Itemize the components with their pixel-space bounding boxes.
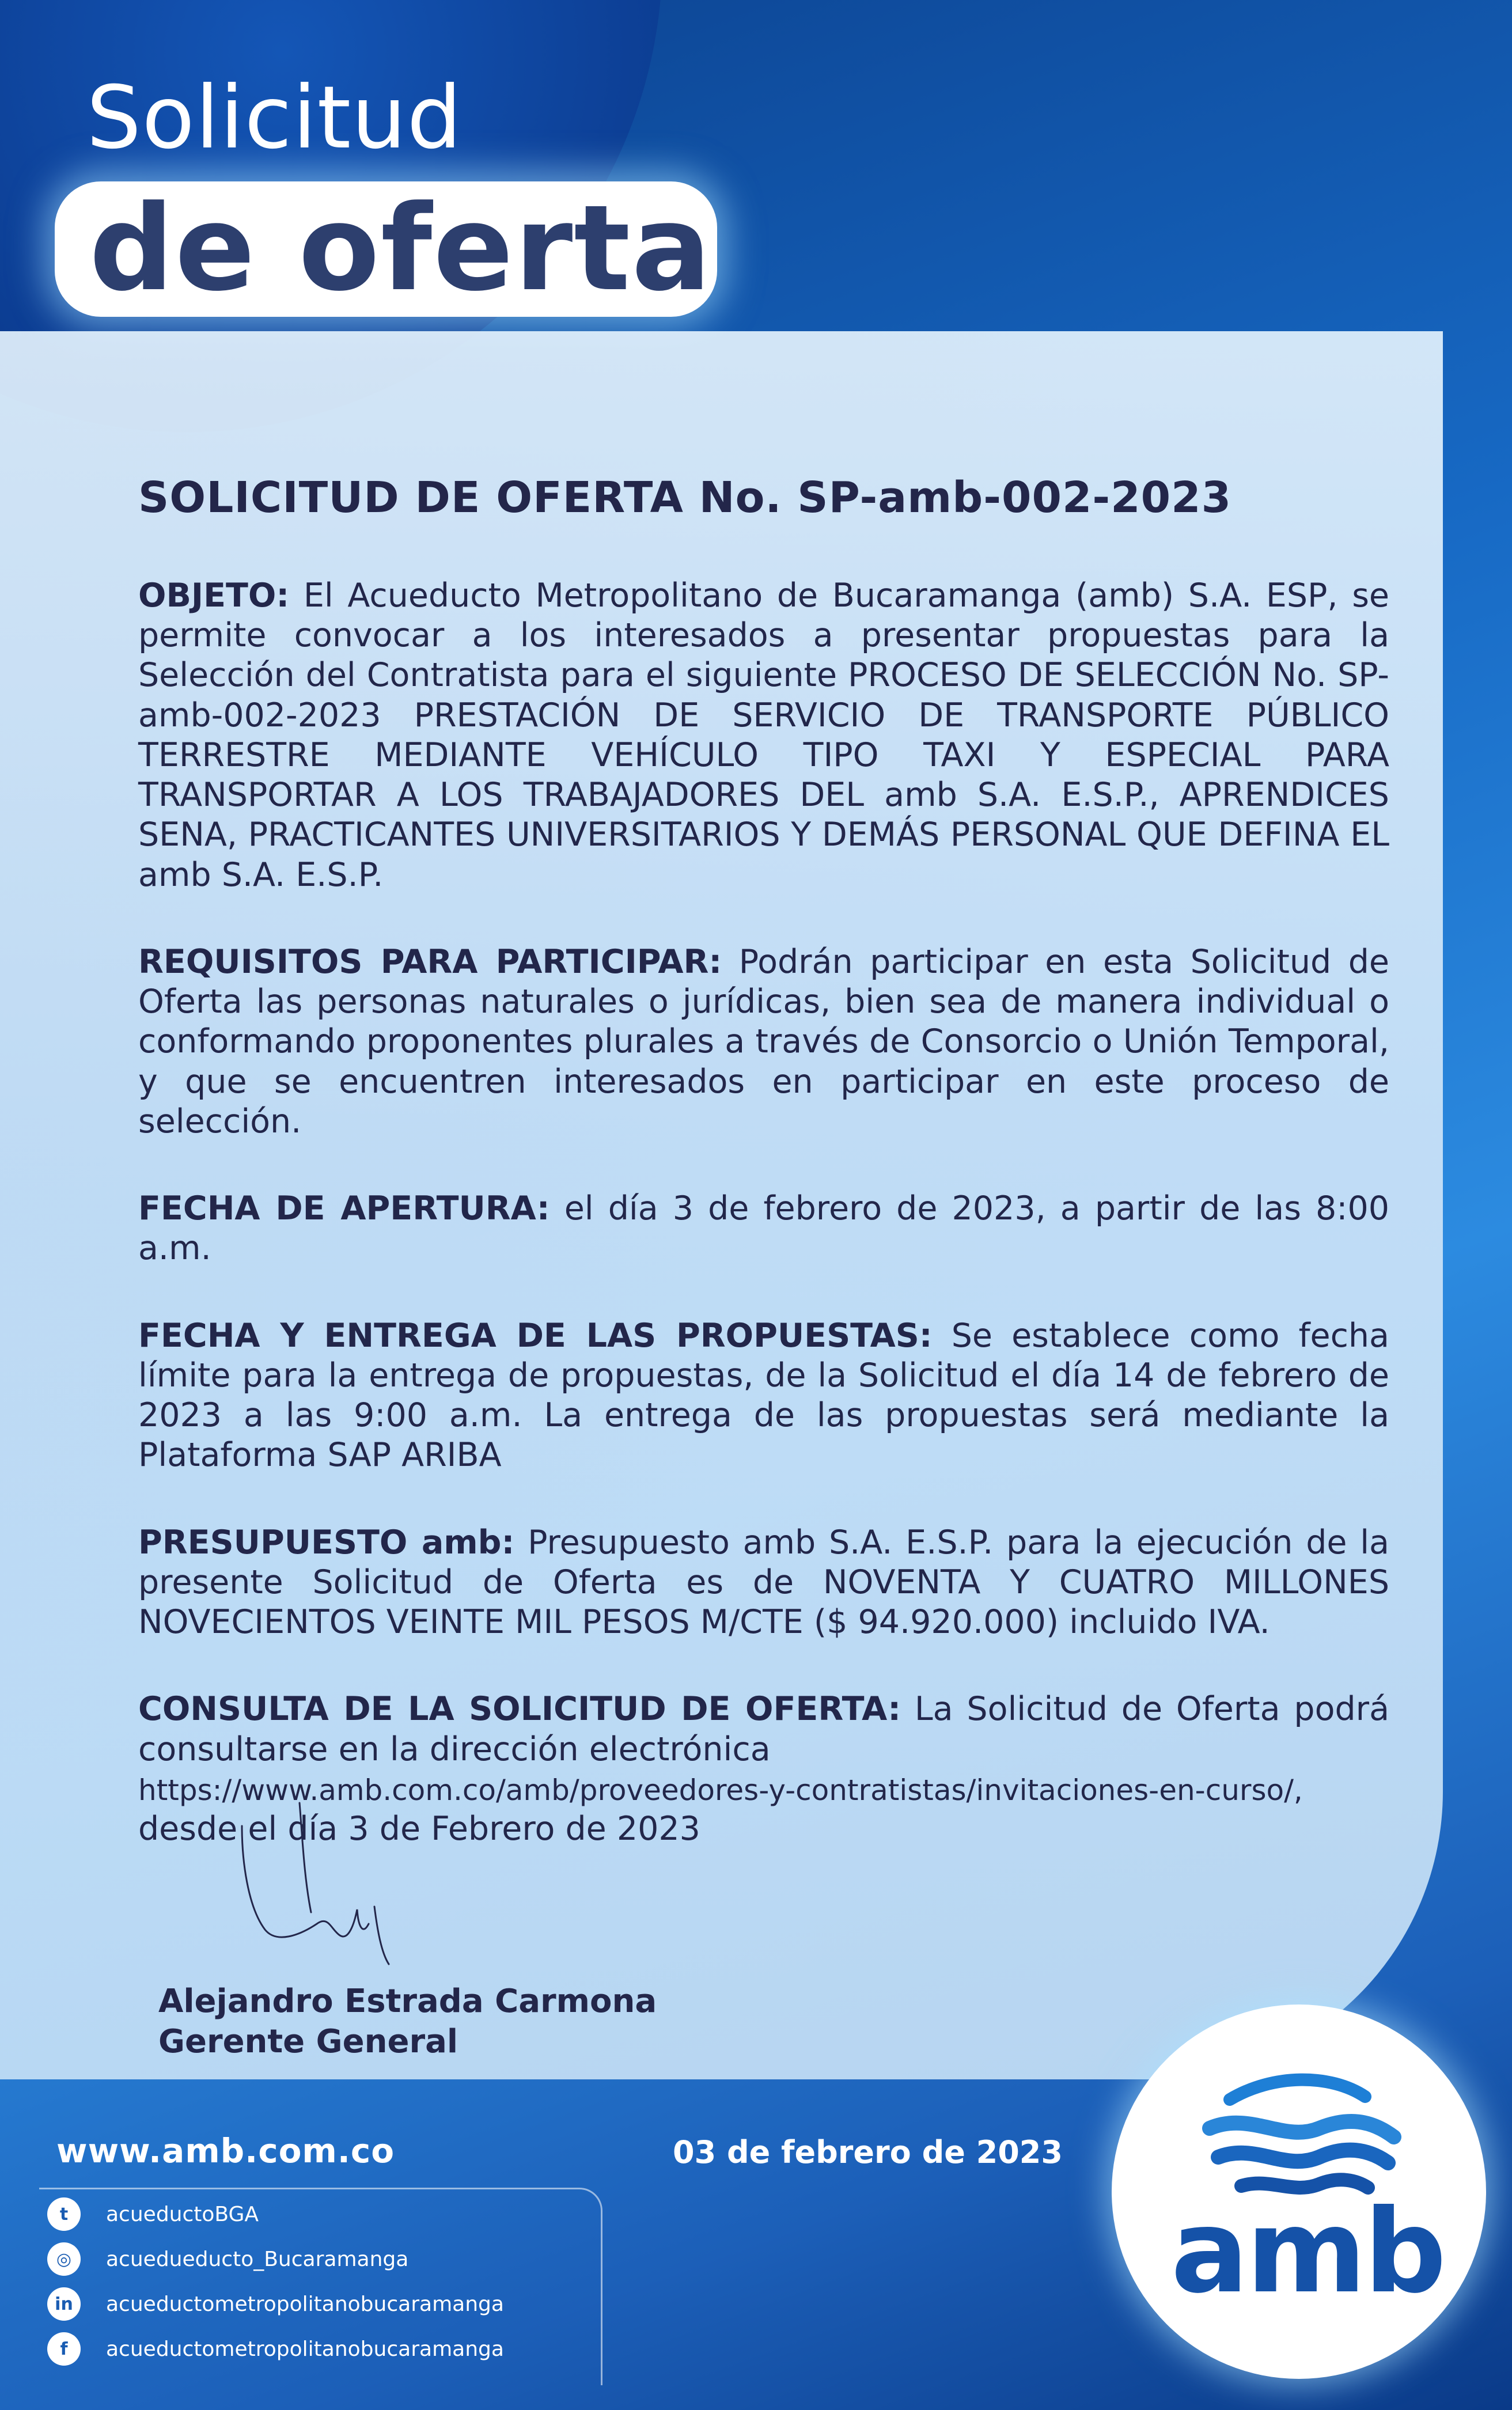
hero-title-pill [55,181,717,317]
twitter-icon: t [47,2197,81,2231]
social-link-facebook[interactable] [47,2332,504,2366]
paragraph-objeto [138,576,1389,895]
paragraph-text: La Solicitud de Oferta podrá consultarse en la dirección electrónica [138,1690,1389,1768]
signature-image [230,1791,415,1976]
paragraph-text: Se establece como fecha límite para la entrega de propuestas, de la Solicitud el día 14 de febrero de 2023 a las 9:00 a.m. La entrega de las propuestas será mediante la Plataforma SAP ARIBA [138,1316,1389,1475]
facebook-icon: f [47,2332,81,2366]
instagram-icon: ◎ [47,2242,81,2276]
footer-date: 03 de febrero de 2023 [673,2134,1063,2170]
consulta-tail: desde el día 3 de Febrero de 2023 [138,1810,700,1848]
paragraph-text: Podrán participar en esta Solicitud de Oferta las personas naturales o jurídicas, bien sea de manera individual o conformando proponentes plurales a través de Consorcio o Unión Temporal, y que se encuentren interesados en participar en este proceso de selección. [138,942,1389,1140]
paragraph-presupuesto [138,1523,1389,1643]
signer-role: Gerente General [158,2023,458,2060]
paragraph-label: CONSULTA DE LA SOLICITUD DE OFERTA: [138,1690,901,1729]
social-link-twitter[interactable] [47,2197,259,2231]
hero-title-line1: Solicitud [86,68,463,168]
signer-name: Alejandro Estrada Carmona [158,1983,657,2020]
paragraph-fecha-apertura [138,1189,1389,1269]
linkedin-icon: in [47,2287,81,2321]
consulta-url[interactable]: https://www.amb.com.co/amb/proveedores-y-contratistas/invitaciones-en-curso/, [138,1773,1303,1807]
paragraph-text: El Acueducto Metropolitano de Bucaramanga (amb) S.A. ESP, se permite convocar a los interesados a presentar propuestas para la Selección del Contratista para el siguiente PROCESO DE SELECCIÓN No. SP-amb-002-2023 PRESTACIÓN DE SERVICIO DE TRANSPORTE PÚBLICO TERRESTRE MEDIANTE VEHÍCULO TIPO TAXI Y ESPECIAL PARA TRANSPORTAR A LOS TRABAJADORES DEL amb S.A. E.S.P., APRENDICES SENA, PRACTICANTES UNIVERSITARIOS Y DEMÁS PERSONAL QUE DEFINA EL amb S.A. E.S.P. [138,576,1389,894]
paragraph-text: el día 3 de febrero de 2023, a partir de las 8:00 a.m. [138,1189,1389,1268]
social-handle: acuedueducto_Bucaramanga [106,2247,409,2271]
footer-website-link[interactable]: www.amb.com.co [56,2131,395,2170]
paragraph-label: FECHA DE APERTURA: [138,1189,550,1228]
hero-title-line2: de oferta [89,180,713,317]
amb-logo [1112,2004,1486,2379]
paragraph-label: REQUISITOS PARA PARTICIPAR: [138,942,722,981]
social-handle: acueductometropolitanobucaramanga [106,2337,504,2361]
paragraph-entrega [138,1316,1389,1476]
social-handle: acueductometropolitanobucaramanga [106,2292,504,2316]
social-link-instagram[interactable] [47,2242,408,2276]
document-body [138,472,1389,1849]
social-link-linkedin[interactable] [47,2287,504,2321]
signer-block [158,1981,657,2062]
amb-logo-text: amb [1170,2185,1445,2319]
paragraph-label: FECHA Y ENTREGA DE LAS PROPUESTAS: [138,1316,933,1355]
paragraph-text: Presupuesto amb S.A. E.S.P. para la ejecución de la presente Solicitud de Oferta es de NOVENTA Y CUATRO MILLONES NOVECIENTOS VEINTE MIL PESOS M/CTE ($ 94.920.000) incluido IVA. [138,1523,1389,1642]
social-handle: acueductoBGA [106,2202,259,2226]
document-title: SOLICITUD DE OFERTA No. SP-amb-002-2023 [138,473,1232,522]
paragraph-label: OBJETO: [138,576,290,615]
paragraph-label: PRESUPUESTO amb: [138,1523,515,1562]
paragraph-requisitos [138,942,1389,1142]
